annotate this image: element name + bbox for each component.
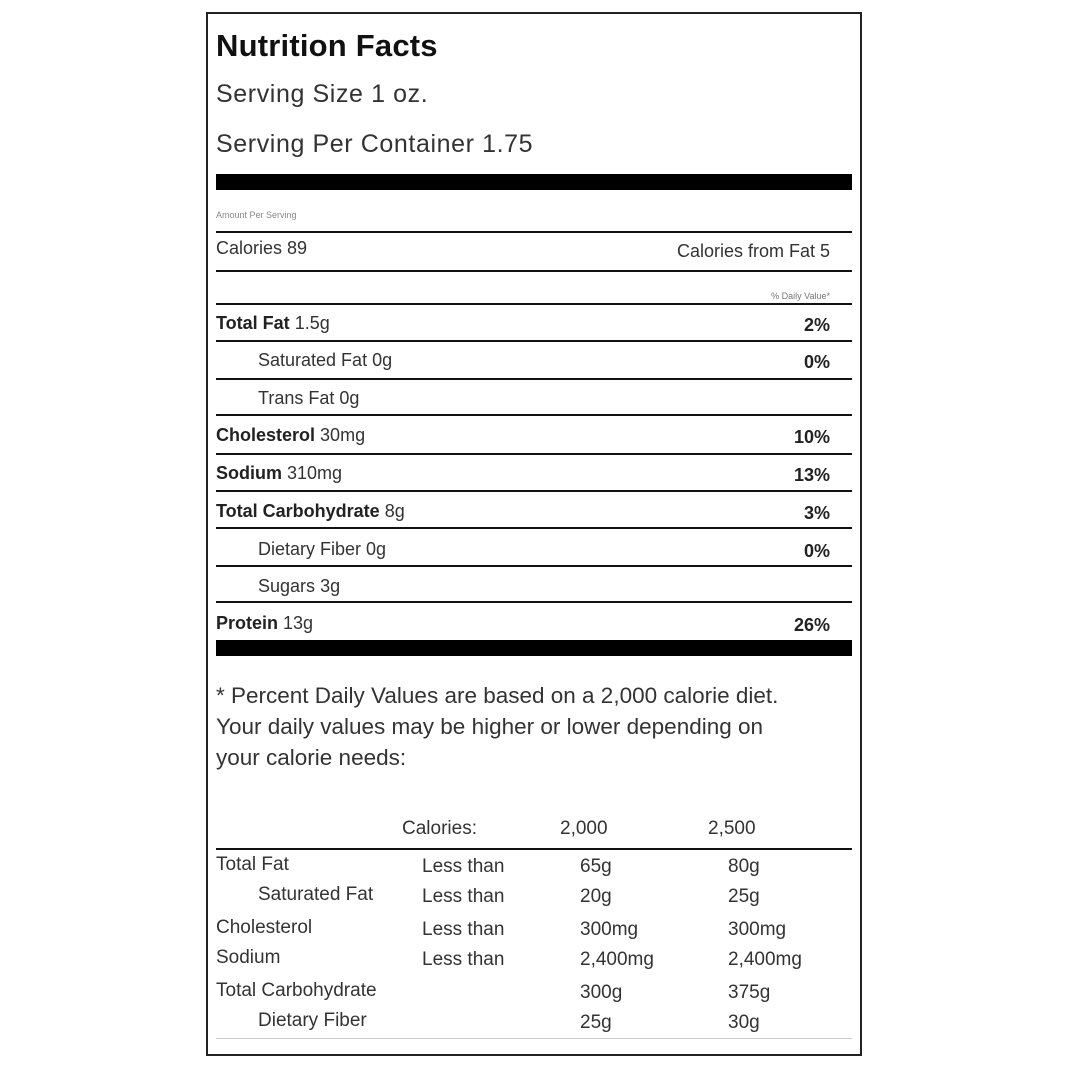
divider	[216, 231, 852, 233]
nutrient-amount: 0g	[339, 388, 360, 408]
nutrition-facts-label	[206, 12, 862, 1056]
dv-table-value-2500: 300mg	[728, 919, 787, 940]
nutrient-amount: 310mg	[287, 463, 343, 483]
dv-table-nutrient: Sodium	[216, 947, 281, 968]
dv-table-value-2500: 2,400mg	[728, 949, 802, 970]
nutrient-label: Sodium	[216, 463, 282, 483]
dv-table-header-2500: 2,500	[708, 818, 756, 839]
dv-table-header-label: Calories:	[402, 818, 477, 839]
footnote-line: * Percent Daily Values are based on a 2,000 calorie diet.	[216, 683, 779, 708]
nutrient-row-total-fat	[216, 305, 852, 341]
dv-table-value-2500: 30g	[728, 1012, 760, 1033]
nutrient-amount: 3g	[320, 576, 341, 596]
footnote-line: your calorie needs:	[216, 745, 407, 770]
bottom-divider	[216, 1038, 852, 1039]
calories-from-fat: Calories from Fat 5	[676, 241, 830, 261]
nutrient-dv: 13%	[793, 465, 830, 485]
calories: Calories 89	[216, 238, 308, 258]
dv-table-nutrient: Dietary Fiber	[258, 1010, 367, 1031]
dv-table-nutrient: Total Fat	[216, 854, 289, 875]
dv-table-value-2000: 25g	[580, 1012, 612, 1033]
nutrient-row-sugars	[216, 568, 852, 604]
dv-table-nutrient: Total Carbohydrate	[216, 980, 377, 1001]
nutrient-row-trans-fat	[216, 380, 852, 416]
nutrient-row-protein	[216, 605, 852, 641]
daily-value-footnote	[216, 680, 846, 773]
nutrient-label: Total Fat	[216, 313, 290, 333]
nutrient-label: Protein	[216, 613, 279, 633]
daily-value-header: % Daily Value*	[771, 291, 830, 301]
dv-table-value-2500: 25g	[728, 886, 760, 907]
nutrient-amount: 0g	[366, 539, 387, 559]
nutrient-label: Cholesterol	[216, 425, 316, 445]
nutrient-label: Saturated Fat	[258, 350, 368, 370]
dv-table-value-2000: 300mg	[580, 919, 639, 940]
dv-table-value-2000: 300g	[580, 982, 623, 1003]
nutrient-dv: 10%	[793, 427, 830, 447]
footnote-line: Your daily values may be higher or lower depending on	[216, 714, 764, 739]
divider	[216, 270, 852, 272]
amount-per-serving: Amount Per Serving	[216, 210, 297, 220]
nutrient-row-sodium	[216, 455, 852, 491]
nutrient-label: Trans Fat	[258, 388, 335, 408]
servings-per-container: Serving Per Container 1.75	[216, 130, 534, 158]
nutrient-row-saturated-fat	[216, 342, 852, 378]
divider	[216, 565, 852, 567]
dv-table-qualifier: Less than	[422, 886, 505, 907]
dv-table-header-2000: 2,000	[560, 818, 608, 839]
nutrient-amount: 13g	[283, 613, 314, 633]
nutrient-row-cholesterol	[216, 417, 852, 453]
nutrient-row-total-carbohydrate	[216, 493, 852, 529]
serving-size: Serving Size 1 oz.	[216, 80, 429, 108]
dv-table-nutrient: Saturated Fat	[258, 884, 374, 905]
nutrient-label: Total Carbohydrate	[216, 501, 380, 521]
nutrient-dv: 2%	[803, 315, 830, 335]
label-title: Nutrition Facts	[216, 28, 438, 63]
dv-table-qualifier: Less than	[422, 919, 505, 940]
dv-table-value-2500: 375g	[728, 982, 771, 1003]
thick-divider-bottom	[216, 640, 852, 656]
dv-table-value-2500: 80g	[728, 856, 760, 877]
dv-table-qualifier: Less than	[422, 856, 505, 877]
divider	[216, 527, 852, 529]
dv-table-value-2000: 20g	[580, 886, 612, 907]
nutrient-row-dietary-fiber	[216, 531, 852, 567]
divider	[216, 601, 852, 603]
nutrient-amount: 1.5g	[294, 313, 330, 333]
divider	[216, 490, 852, 492]
nutrient-amount: 0g	[372, 350, 393, 370]
nutrient-dv: 0%	[803, 352, 830, 372]
nutrient-label: Dietary Fiber	[258, 539, 362, 559]
dv-table-value-2000: 2,400mg	[580, 949, 654, 970]
divider	[216, 414, 852, 416]
dv-table-value-2000: 65g	[580, 856, 612, 877]
thick-divider-top	[216, 174, 852, 190]
nutrient-amount: 30mg	[320, 425, 366, 445]
dv-table-qualifier: Less than	[422, 949, 505, 970]
nutrient-dv: 26%	[793, 615, 830, 635]
nutrient-dv: 3%	[803, 503, 830, 523]
nutrient-dv: 0%	[803, 541, 830, 561]
dv-table-divider	[216, 848, 852, 850]
dv-table-nutrient: Cholesterol	[216, 917, 313, 938]
nutrient-label: Sugars	[258, 576, 316, 596]
nutrient-amount: 8g	[384, 501, 405, 521]
